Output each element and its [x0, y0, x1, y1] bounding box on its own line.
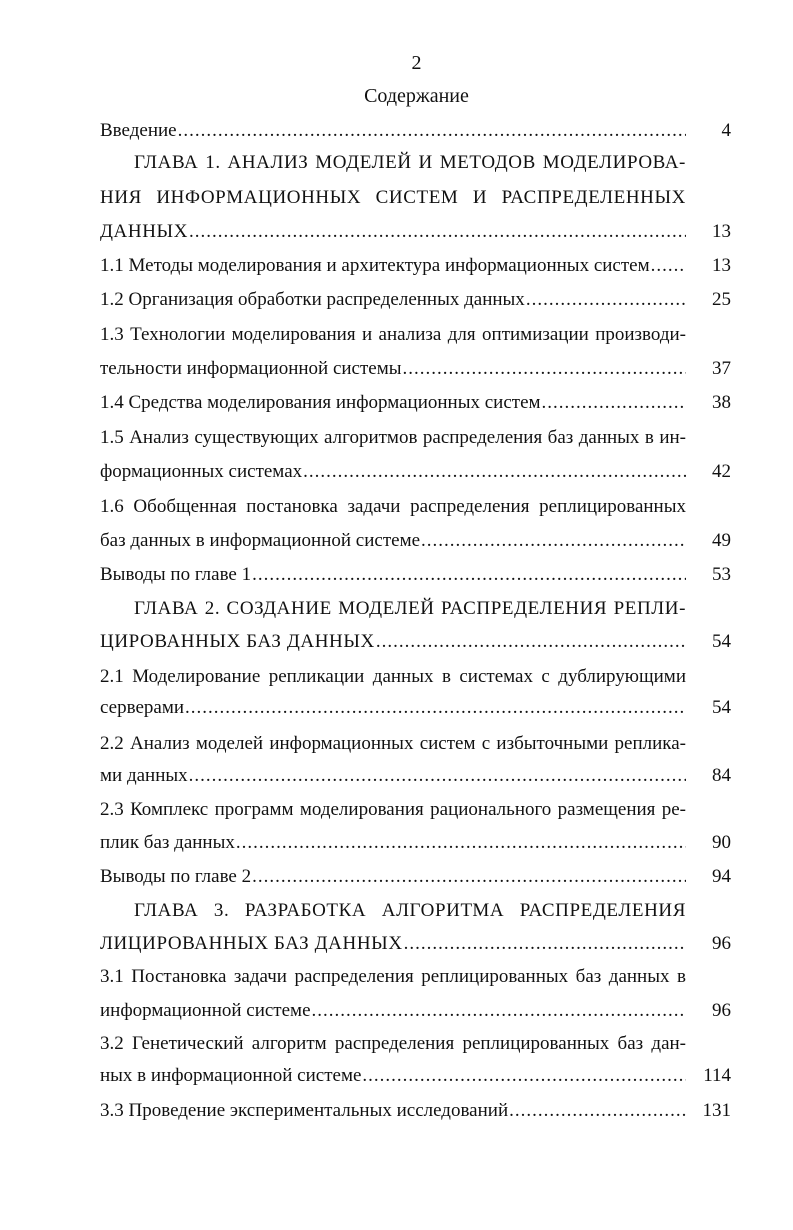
- toc-page-number: 96: [712, 1000, 731, 1021]
- toc-entry-line: [100, 287, 686, 313]
- toc-entry-line: [100, 356, 686, 382]
- toc-chapter-line: [100, 629, 686, 655]
- toc-chapter-line: НИЯ ИНФОРМАЦИОННЫХ СИСТЕМ И РАСПРЕДЕЛЕННЫХ: [100, 187, 686, 208]
- toc-entry-text: ми данных: [100, 765, 188, 786]
- toc-chapter-line: [100, 219, 686, 245]
- dot-leader: [303, 459, 686, 485]
- toc-entry-text: информационной системе: [100, 1000, 311, 1021]
- toc-entry-line: 2.1 Моделирование репликации данных в системах с дублирующими: [100, 666, 686, 687]
- toc-entry-line: [100, 118, 686, 144]
- toc-page-number: 94: [712, 866, 731, 887]
- toc-chapter-line: ГЛАВА 2. СОЗДАНИЕ МОДЕЛЕЙ РАСПРЕДЕЛЕНИЯ РЕПЛИ-: [134, 598, 686, 619]
- dot-leader: [189, 219, 686, 245]
- dot-leader: [252, 864, 686, 890]
- toc-page-number: 96: [712, 933, 731, 954]
- toc-entry-line: 3.1 Постановка задачи распределения реплицированных баз данных в: [100, 966, 686, 987]
- toc-page-number: 53: [712, 564, 731, 585]
- dot-leader: [252, 562, 686, 588]
- toc-entry-line: [100, 1063, 686, 1089]
- toc-entry-text: 1.4 Средства моделирования информационных систем: [100, 392, 541, 413]
- toc-page-number: 54: [712, 697, 731, 718]
- dot-leader: [376, 629, 686, 655]
- toc-page-number: 25: [712, 289, 731, 310]
- toc-page-number: 13: [712, 221, 731, 242]
- toc-page-number: 4: [721, 120, 731, 141]
- toc-page-number: 42: [712, 461, 731, 482]
- toc-page-number: 49: [712, 530, 731, 551]
- dot-leader: [236, 830, 686, 856]
- toc-entry-text: Введение: [100, 120, 177, 141]
- toc-page-number: 114: [703, 1065, 731, 1086]
- page-number: 2: [411, 52, 422, 74]
- dot-leader: [178, 118, 686, 144]
- toc-chapter-line: [100, 931, 686, 957]
- toc-entry-line: 2.3 Комплекс программ моделирования рационального размещения ре-: [100, 799, 686, 820]
- dot-leader: [526, 287, 686, 313]
- toc-entry-text: плик баз данных: [100, 832, 235, 853]
- toc-page-number: 38: [712, 392, 731, 413]
- toc-entry-text: баз данных в информационной системе: [100, 530, 421, 551]
- toc-entry-line: [100, 998, 686, 1024]
- toc-entry-line: 3.2 Генетический алгоритм распределения реплицированных баз дан-: [100, 1033, 686, 1054]
- dot-leader: [185, 695, 686, 721]
- toc-entry-line: 1.3 Технологии моделирования и анализа для оптимизации производи-: [100, 324, 686, 345]
- toc-title: Содержание: [364, 85, 469, 107]
- toc-page-number: 84: [712, 765, 731, 786]
- toc-entry-line: [100, 695, 686, 721]
- toc-entry-line: [100, 864, 686, 890]
- toc-entry-text: ных в информационной системе: [100, 1065, 362, 1086]
- toc-entry-line: 2.2 Анализ моделей информационных систем с избыточными реплика-: [100, 733, 686, 754]
- dot-leader: [404, 931, 686, 957]
- toc-entry-text: тельности информационной системы: [100, 358, 402, 379]
- toc-entry-text: ЦИРОВАННЫХ БАЗ ДАННЫХ: [100, 631, 375, 652]
- dot-leader: [189, 763, 686, 789]
- toc-entry-text: ЛИЦИРОВАННЫХ БАЗ ДАННЫХ: [100, 933, 403, 954]
- toc-chapter-line: ГЛАВА 1. АНАЛИЗ МОДЕЛЕЙ И МЕТОДОВ МОДЕЛИРОВА-: [134, 152, 686, 173]
- toc-entry-line: [100, 1098, 686, 1124]
- toc-entry-line: 1.6 Обобщенная постановка задачи распределения реплицированных: [100, 496, 686, 517]
- toc-page-number: 13: [712, 255, 731, 276]
- toc-entry-line: 1.5 Анализ существующих алгоритмов распределения баз данных в ин-: [100, 427, 686, 448]
- toc-entry-text: формационных системах: [100, 461, 303, 482]
- toc-page-number: 54: [712, 631, 731, 652]
- toc-entry-text: 1.1 Методы моделирования и архитектура информационных систем: [100, 255, 650, 276]
- toc-entry-text: 1.2 Организация обработки распределенных данных: [100, 289, 525, 310]
- toc-entry-line: [100, 459, 686, 485]
- toc-entry-text: 3.3 Проведение экспериментальных исследований: [100, 1100, 509, 1121]
- toc-entry-line: [100, 390, 686, 416]
- toc-entry-line: [100, 253, 686, 279]
- toc-page-number: 37: [712, 358, 731, 379]
- toc-entry-text: Выводы по главе 2: [100, 866, 252, 887]
- dot-leader: [542, 390, 686, 416]
- toc-entry-text: серверами: [100, 697, 185, 718]
- dot-leader: [403, 356, 686, 382]
- toc-entry-line: [100, 763, 686, 789]
- toc-entry-line: [100, 562, 686, 588]
- toc-page-number: 90: [712, 832, 731, 853]
- dot-leader: [509, 1098, 686, 1124]
- toc-entry-line: [100, 830, 686, 856]
- toc-page-number: 131: [702, 1100, 731, 1121]
- toc-chapter-line: ГЛАВА 3. РАЗРАБОТКА АЛГОРИТМА РАСПРЕДЕЛЕНИЯ: [134, 900, 686, 921]
- toc-entry-line: [100, 528, 686, 554]
- dot-leader: [362, 1063, 686, 1089]
- dot-leader: [421, 528, 686, 554]
- dot-leader: [312, 998, 686, 1024]
- toc-entry-text: Выводы по главе 1: [100, 564, 252, 585]
- toc-entry-text: ДАННЫХ: [100, 221, 189, 242]
